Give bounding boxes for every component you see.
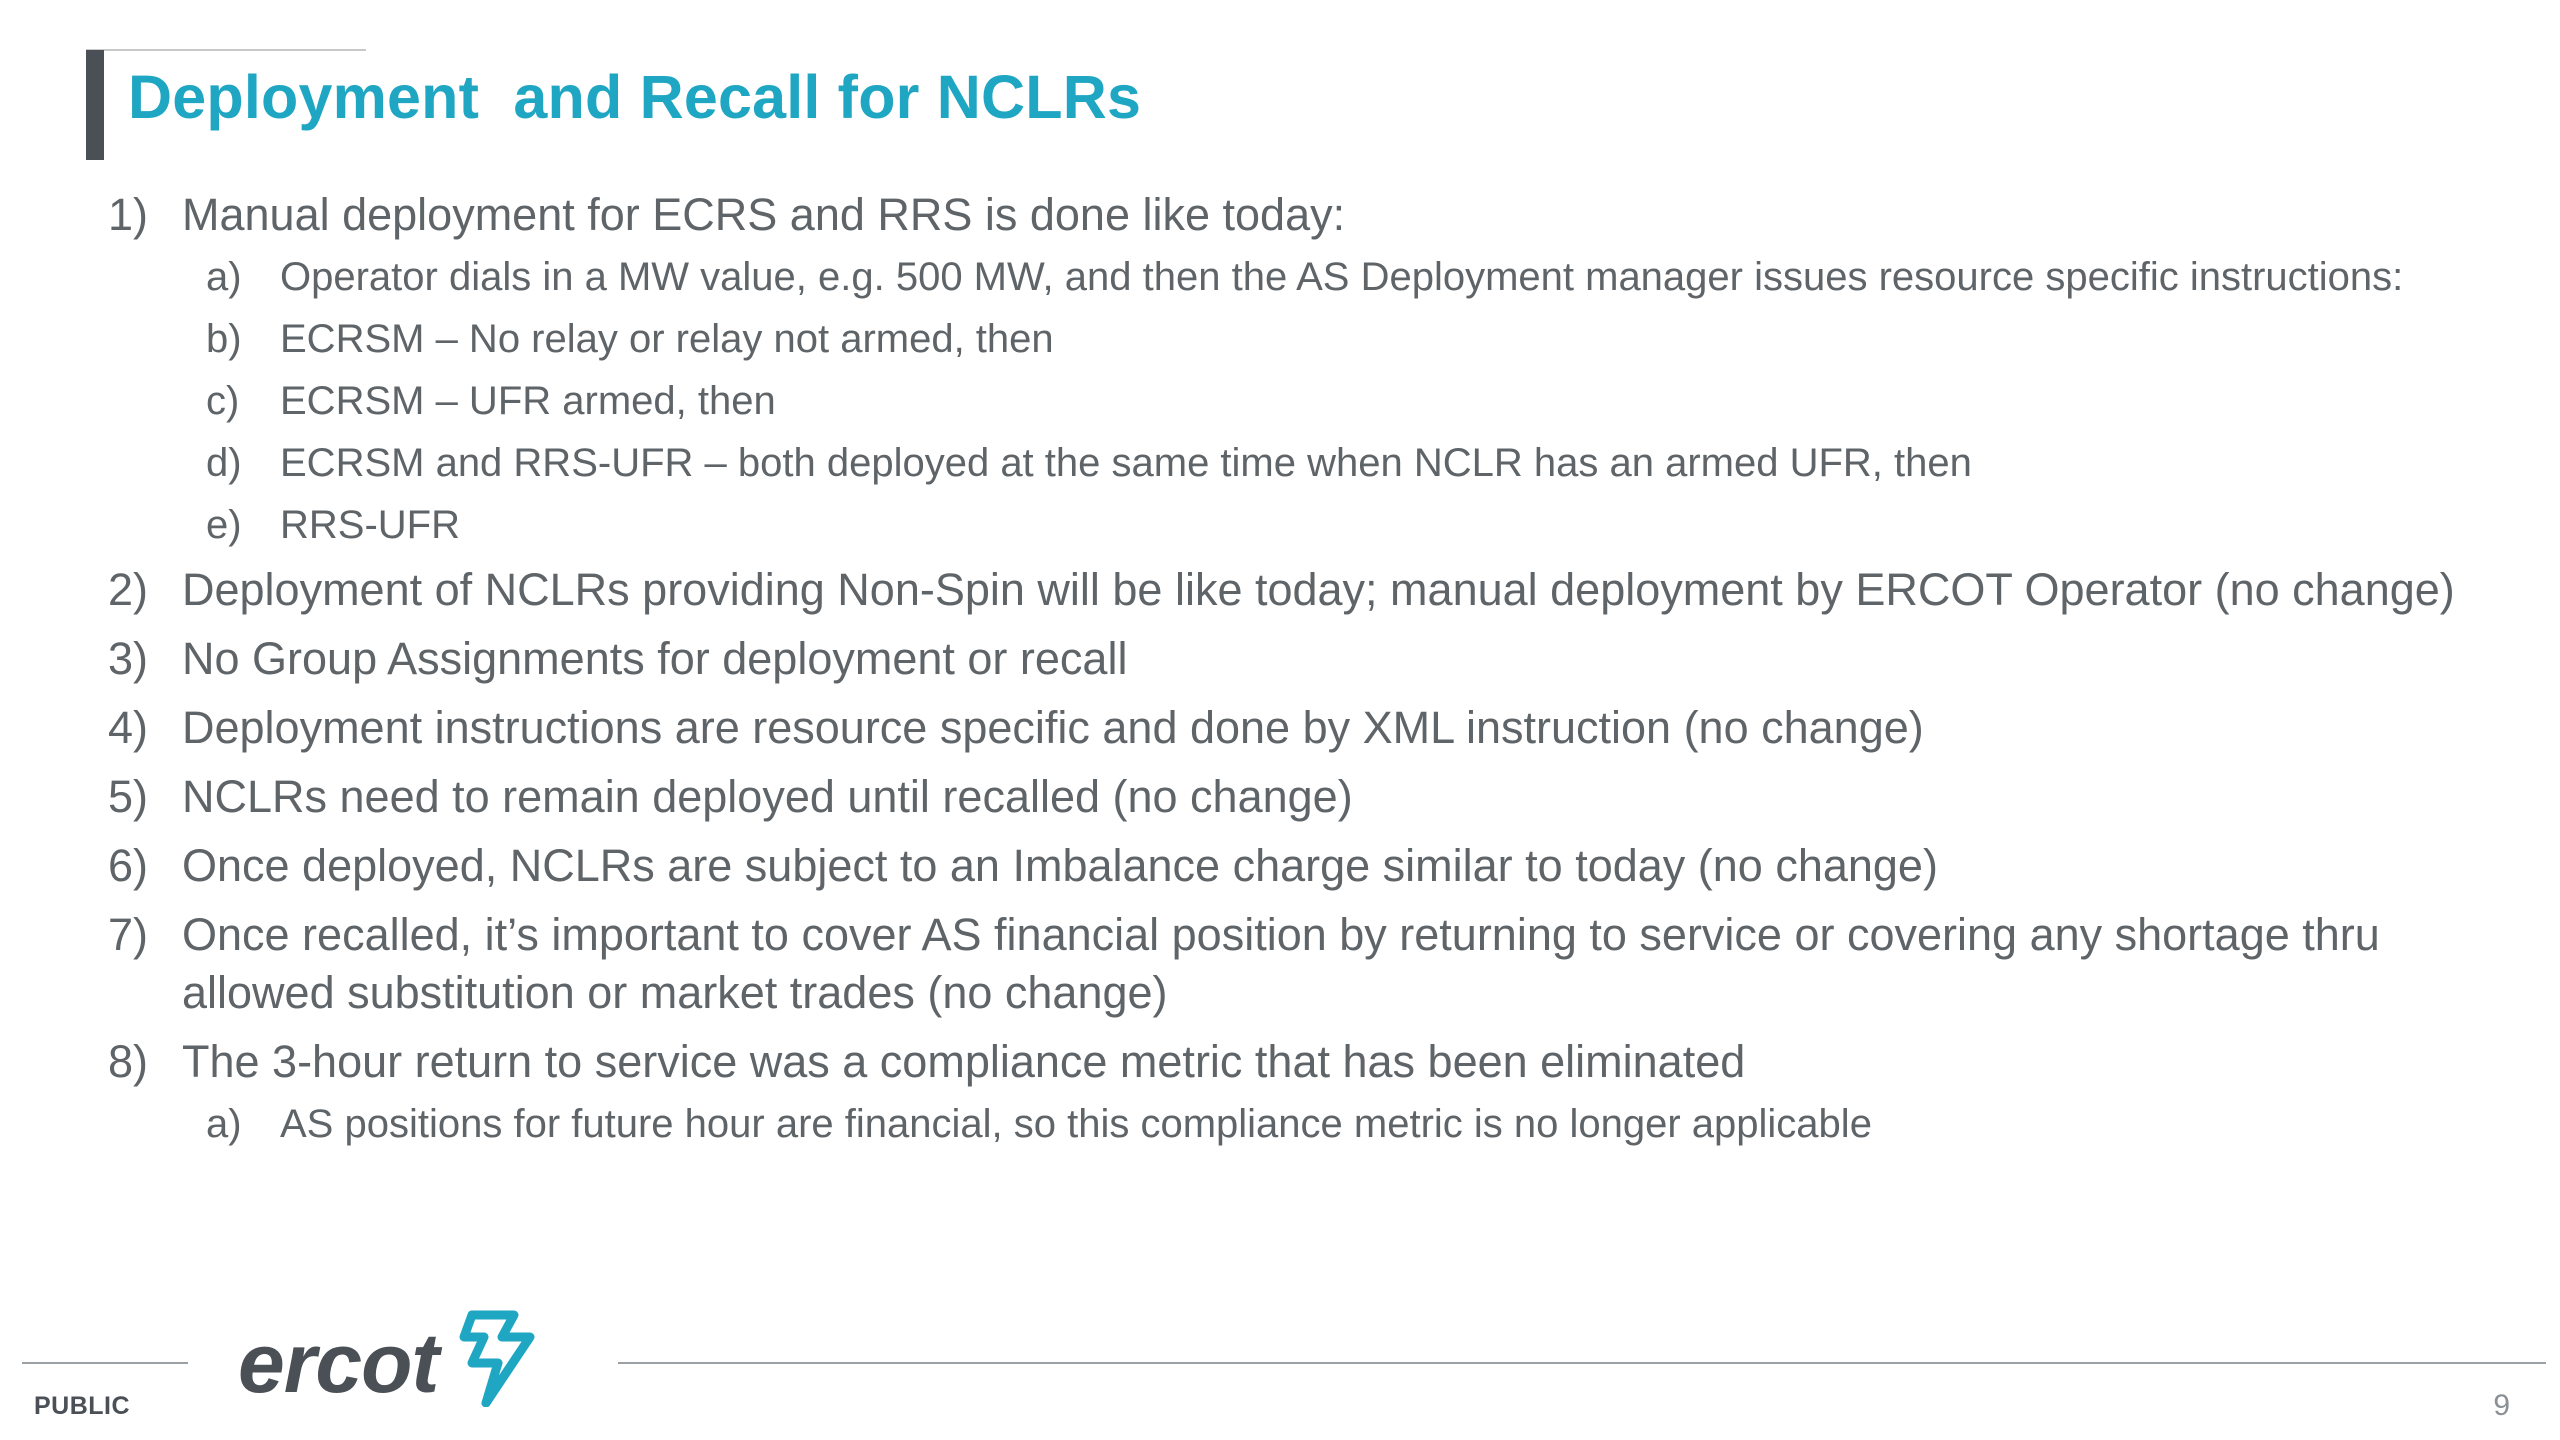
list-item-text: No Group Assignments for deployment or recall xyxy=(182,633,1128,684)
title-accent-bar xyxy=(86,50,104,160)
sub-list-item xyxy=(206,499,2468,551)
list-item xyxy=(108,768,2468,826)
sub-item-text: ECRSM – UFR armed, then xyxy=(280,379,776,423)
sub-item-text: ECRSM and RRS-UFR – both deployed at the same time when NCLR has an armed UFR, then xyxy=(280,441,1972,485)
sub-list-item xyxy=(206,1098,2468,1150)
sub-list xyxy=(108,251,2468,551)
ercot-logo xyxy=(238,1308,542,1418)
logo-wordmark: ercot xyxy=(238,1315,439,1410)
sub-list-item xyxy=(206,313,2468,365)
sub-item-letter: b) xyxy=(206,317,242,361)
sub-list-item xyxy=(206,251,2468,303)
list-item xyxy=(108,561,2468,619)
sub-list-item xyxy=(206,375,2468,427)
sub-item-letter: a) xyxy=(206,255,242,299)
title-top-rule xyxy=(86,49,366,51)
sub-item-letter: e) xyxy=(206,503,242,547)
list-item-number: 7) xyxy=(108,909,149,960)
list-item-number: 6) xyxy=(108,840,149,891)
list-item xyxy=(108,630,2468,688)
list-item-text: Once recalled, it’s important to cover AS financial position by returning to service or covering any shortage thru allowed substitution or market trades (no change) xyxy=(182,909,2380,1018)
sub-item-text: RRS-UFR xyxy=(280,503,460,547)
sub-item-letter: a) xyxy=(206,1102,242,1146)
bullet-list xyxy=(108,186,2468,1160)
list-item-number: 4) xyxy=(108,702,149,753)
list-item-text: Once deployed, NCLRs are subject to an Imbalance charge similar to today (no change) xyxy=(182,840,1938,891)
page-number: 9 xyxy=(2493,1389,2510,1422)
list-item-number: 2) xyxy=(108,564,149,615)
sub-item-text: ECRSM – No relay or relay not armed, then xyxy=(280,317,1054,361)
ercot-lightning-icon xyxy=(442,1307,542,1412)
list-item xyxy=(108,186,2468,244)
sub-list-item xyxy=(206,437,2468,489)
sub-item-letter: d) xyxy=(206,441,242,485)
list-item xyxy=(108,1033,2468,1091)
list-item xyxy=(108,837,2468,895)
sub-item-text: AS positions for future hour are financial, so this compliance metric is no longer applicable xyxy=(280,1102,1872,1146)
classification-label: PUBLIC xyxy=(34,1392,131,1420)
slide-title: Deployment and Recall for NCLRs xyxy=(128,63,1142,131)
list-item-text: NCLRs need to remain deployed until recalled (no change) xyxy=(182,771,1353,822)
list-item-number: 3) xyxy=(108,633,149,684)
list-item-text: Deployment of NCLRs providing Non-Spin will be like today; manual deployment by ERCOT Operator (no change) xyxy=(182,564,2455,615)
list-item xyxy=(108,699,2468,757)
footer-rule-right xyxy=(618,1362,2546,1364)
list-item-number: 8) xyxy=(108,1036,149,1087)
list-item-number: 1) xyxy=(108,189,149,240)
sub-list xyxy=(108,1098,2468,1150)
list-item-text: Manual deployment for ECRS and RRS is done like today: xyxy=(182,189,1346,240)
list-item xyxy=(108,906,2468,1022)
sub-item-text: Operator dials in a MW value, e.g. 500 MW, and then the AS Deployment manager issues resource specific instructions: xyxy=(280,255,2404,299)
sub-item-letter: c) xyxy=(206,379,240,423)
footer-rule-left xyxy=(22,1362,188,1364)
list-item-number: 5) xyxy=(108,771,149,822)
list-item-text: The 3-hour return to service was a compliance metric that has been eliminated xyxy=(182,1036,1746,1087)
list-item-text: Deployment instructions are resource specific and done by XML instruction (no change) xyxy=(182,702,1924,753)
